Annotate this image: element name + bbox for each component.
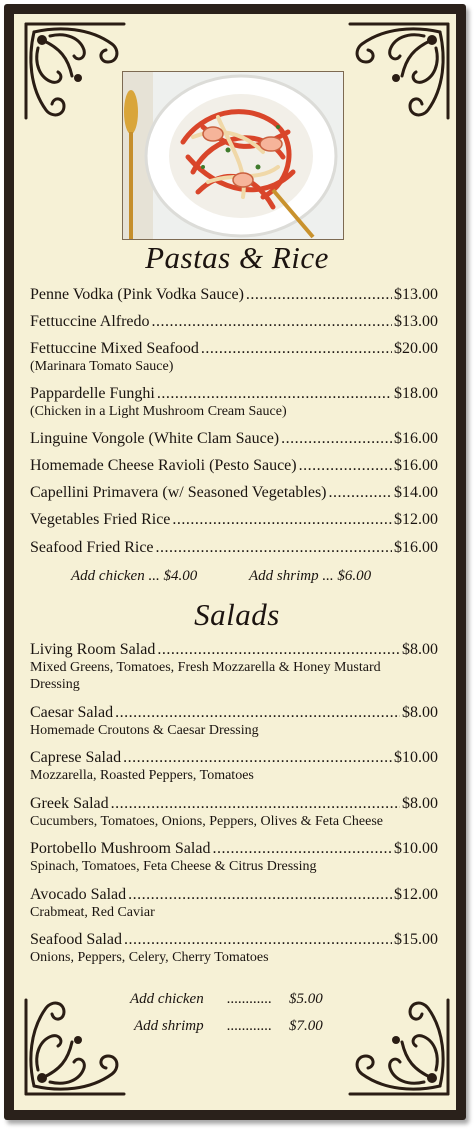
menu-item-price: $8.00 [402, 641, 438, 658]
menu-item-price: $14.00 [394, 484, 438, 501]
salad-addon-chicken-label: Add chicken [130, 991, 204, 1007]
menu-item [30, 885, 438, 921]
menu-item-description: Homemade Croutons & Caesar Dressing [30, 723, 259, 738]
menu-item [30, 748, 438, 784]
menu-item-description: (Chicken in a Light Mushroom Cream Sauce) [30, 404, 287, 419]
menu-item-row [30, 794, 438, 813]
dot-leader [201, 339, 392, 358]
menu-item-name: Fettuccine Mixed Seafood [30, 340, 199, 357]
dot-leader [124, 930, 392, 949]
menu-item [30, 429, 438, 448]
menu-item-description: Mixed Greens, Tomatoes, Fresh Mozzarella & Honey Mustard Dressing [30, 660, 381, 692]
menu-item-price: $12.00 [394, 886, 438, 903]
menu-item-name: Vegetables Fried Rice [30, 511, 171, 528]
menu-item [30, 703, 438, 739]
menu-item-row [30, 538, 438, 557]
menu-item [30, 538, 438, 557]
menu-item-row [30, 640, 438, 659]
menu-item-price: $16.00 [394, 457, 438, 474]
menu-item [30, 312, 438, 331]
menu-item-price: $18.00 [394, 385, 438, 402]
menu-item-row [30, 384, 438, 403]
salad-addon-shrimp-price: $7.00 [289, 1018, 323, 1034]
dot-leader [156, 538, 392, 557]
menu-item-name: Fettuccine Alfredo [30, 313, 150, 330]
menu-item [30, 384, 438, 420]
corner-ornament-bottom-right [344, 990, 454, 1100]
dot-leader [157, 384, 392, 403]
menu-item-description: Cucumbers, Tomatoes, Onions, Peppers, Olives & Feta Cheese [30, 814, 383, 829]
menu-item-name: Penne Vodka (Pink Vodka Sauce) [30, 286, 244, 303]
menu-item-name: Seafood Salad [30, 931, 122, 948]
menu-item-description: (Marinara Tomato Sauce) [30, 359, 174, 374]
menu-item-price: $8.00 [402, 795, 438, 812]
dot-leader [246, 285, 392, 304]
menu-item-description: Crabmeat, Red Caviar [30, 905, 155, 920]
menu-item-name: Capellini Primavera (w/ Seasoned Vegetables) [30, 484, 327, 501]
dot-leader [123, 748, 392, 767]
section-title-salads: Salads [194, 597, 280, 632]
pasta-photo [122, 71, 344, 240]
dot-leader [152, 312, 392, 331]
menu-item-price: $12.00 [394, 511, 438, 528]
dot-leader [299, 456, 392, 475]
corner-ornament-top-right [344, 18, 454, 128]
menu-item [30, 339, 438, 375]
menu-item-row [30, 483, 438, 502]
pasta-addon-chicken: Add chicken ... $4.00 [71, 568, 198, 584]
menu-item-name: Seafood Fried Rice [30, 539, 154, 556]
menu-item-name: Homemade Cheese Ravioli (Pesto Sauce) [30, 457, 297, 474]
section-title-pastas: Pastas & Rice [145, 240, 329, 275]
menu-item-price: $8.00 [402, 704, 438, 721]
dot-leader [115, 703, 400, 722]
menu-item-row [30, 429, 438, 448]
menu-item [30, 456, 438, 475]
menu-item-price: $10.00 [394, 749, 438, 766]
menu-item-row [30, 930, 438, 949]
salad-addon-chicken-leader: ............ [227, 991, 272, 1007]
menu-item [30, 930, 438, 966]
menu-item-name: Caprese Salad [30, 749, 122, 766]
menu-item-price: $15.00 [394, 931, 438, 948]
menu-item [30, 839, 438, 875]
menu-item-name: Greek Salad [30, 795, 109, 812]
menu-item-name: Pappardelle Funghi [30, 385, 155, 402]
corner-ornament-bottom-left [20, 990, 130, 1100]
menu-item-name: Caesar Salad [30, 704, 114, 721]
menu-item-row [30, 456, 438, 475]
menu-item-price: $16.00 [394, 430, 438, 447]
menu-item-name: Avocado Salad [30, 886, 127, 903]
menu-item-row [30, 839, 438, 858]
salad-addon-shrimp-leader: ............ [227, 1018, 272, 1034]
menu-item-price: $13.00 [394, 313, 438, 330]
menu-item [30, 640, 438, 693]
menu-item [30, 510, 438, 529]
menu-item-price: $10.00 [394, 840, 438, 857]
menu-item-description: Spinach, Tomatoes, Feta Cheese & Citrus Dressing [30, 859, 317, 874]
dot-leader [281, 429, 392, 448]
menu-item-row [30, 885, 438, 904]
salad-addon-shrimp-label: Add shrimp [134, 1018, 204, 1034]
dot-leader [157, 640, 400, 659]
dot-leader [111, 794, 400, 813]
menu-item-description: Mozzarella, Roasted Peppers, Tomatoes [30, 768, 254, 783]
menu-item-price: $16.00 [394, 539, 438, 556]
menu-item [30, 794, 438, 830]
menu-item-row [30, 285, 438, 304]
pasta-addon-shrimp: Add shrimp ... $6.00 [249, 568, 372, 584]
corner-ornament-top-left [20, 18, 130, 128]
menu-item-price: $20.00 [394, 340, 438, 357]
menu-item [30, 483, 438, 502]
menu-item-row [30, 748, 438, 767]
menu-item-description: Onions, Peppers, Celery, Cherry Tomatoes [30, 950, 269, 965]
menu-item-name: Living Room Salad [30, 641, 156, 658]
menu-item-row [30, 312, 438, 331]
menu-item-price: $13.00 [394, 286, 438, 303]
dot-leader [172, 510, 392, 529]
menu-item-name: Portobello Mushroom Salad [30, 840, 211, 857]
menu-item-row [30, 339, 438, 358]
menu-item [30, 285, 438, 304]
menu-item-row [30, 703, 438, 722]
menu-item-row [30, 510, 438, 529]
salad-addon-chicken-price: $5.00 [289, 991, 323, 1007]
dot-leader [212, 839, 392, 858]
dot-leader [329, 483, 392, 502]
dot-leader [128, 885, 392, 904]
menu-item-name: Linguine Vongole (White Clam Sauce) [30, 430, 280, 447]
